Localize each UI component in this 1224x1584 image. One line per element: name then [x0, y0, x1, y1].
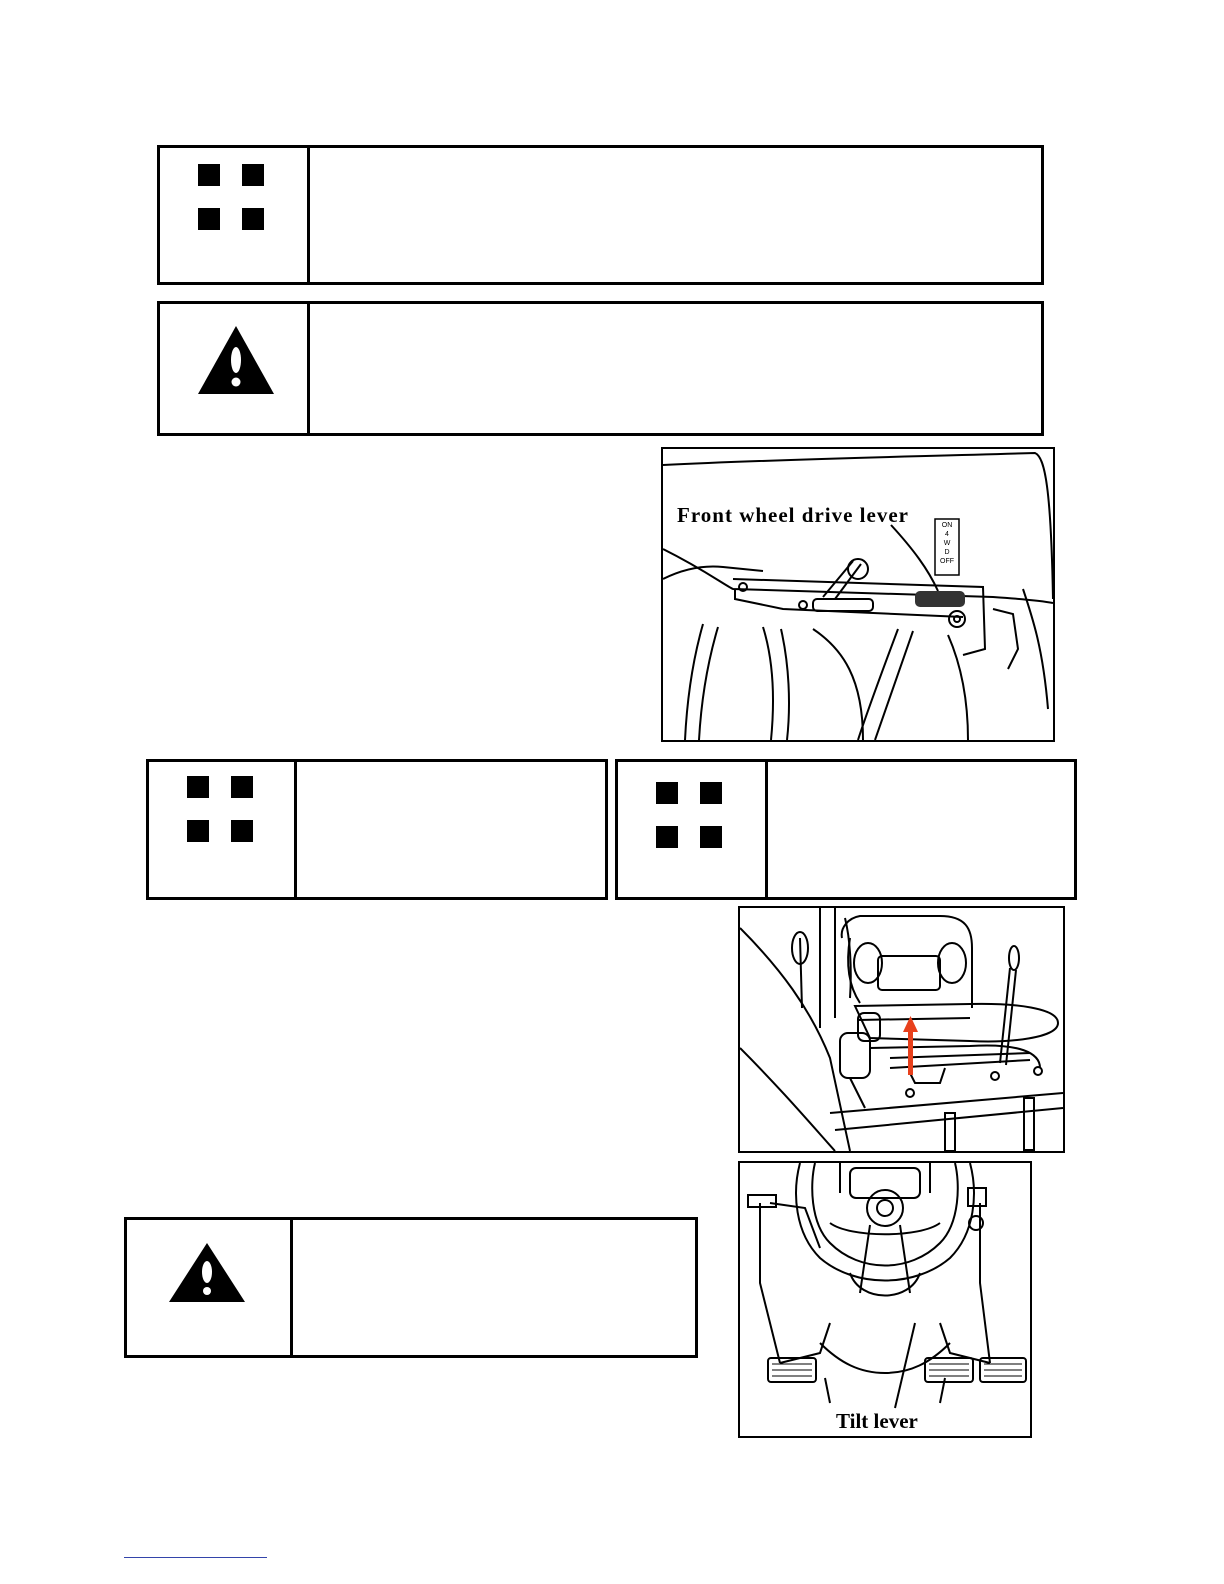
seat-illustration	[740, 908, 1063, 1151]
cross-block-icon	[656, 782, 722, 848]
4wd-plate-w: W	[943, 540, 951, 547]
warning-text-area-2	[293, 1220, 695, 1355]
warning-triangle-icon	[167, 1242, 247, 1304]
4wd-plate-off: OFF	[940, 558, 954, 565]
front-wheel-drive-figure	[661, 447, 1055, 742]
footer-rule	[124, 1557, 267, 1558]
steering-illustration	[740, 1163, 1030, 1436]
seat-adjust-figure	[738, 906, 1065, 1153]
note-box-2	[146, 759, 608, 900]
note-text-area-2	[297, 762, 605, 897]
tilt-lever-label: Tilt lever	[836, 1409, 918, 1433]
cross-block-icon	[198, 164, 264, 230]
warning-triangle-icon	[196, 324, 276, 396]
4wd-plate-4: 4	[945, 531, 949, 538]
front-wheel-drive-label: Front wheel drive lever	[677, 503, 909, 527]
note-text-area-3	[768, 762, 1074, 897]
warning-box-2	[124, 1217, 698, 1358]
note-box-1	[157, 145, 1044, 285]
note-text-area	[310, 148, 1041, 282]
warning-text-area	[310, 304, 1041, 433]
warning-box-1	[157, 301, 1044, 436]
note-box-3	[615, 759, 1077, 900]
cross-block-icon	[187, 776, 253, 842]
tilt-lever-figure	[738, 1161, 1032, 1438]
4wd-plate-d: D	[944, 549, 950, 556]
fender-illustration	[663, 449, 1053, 740]
4wd-plate	[936, 521, 958, 566]
4wd-plate-on: ON	[941, 522, 953, 529]
